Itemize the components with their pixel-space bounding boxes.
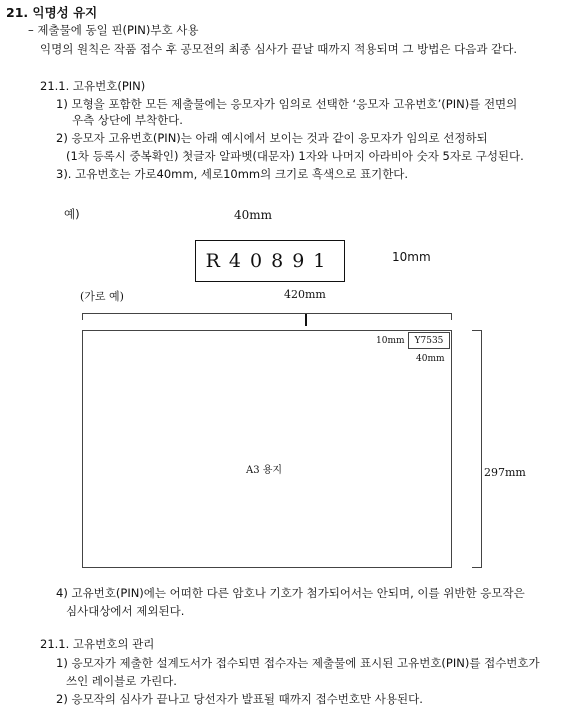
pin-example-value: R40891 [205, 250, 335, 272]
landscape-label: (가로 예) [80, 290, 124, 303]
sheet-width-label: 420mm [284, 288, 326, 301]
management-item-1-line-1: 1) 응모자가 제출한 설계도서가 접수되면 접수자는 제출물에 표시된 고유번호(PIN)를 접수번호가 [56, 656, 540, 670]
management-item-1-line-2: 쓰인 레이블로 가린다. [66, 674, 177, 688]
pin-item-2-line-1: 2) 응모자 고유번호(PIN)는 아래 예시에서 보이는 것과 같이 응모자가 임의로 선정하되 [56, 131, 488, 145]
example-label: 예) [64, 207, 80, 221]
pin-item-4-line-1: 4) 고유번호(PIN)에는 어떠한 다른 암호나 기호가 첨가되어서는 안되며, 이를 위반한 응모작은 [56, 586, 525, 600]
corner-width-label: 40mm [416, 354, 445, 364]
corner-pin-box [408, 332, 450, 349]
pin-height-label: 10mm [392, 250, 431, 264]
pin-item-1-line-2: 우측 상단에 부착한다. [72, 113, 183, 127]
sheet-height-label: 297mm [484, 466, 526, 479]
width-dimension-bracket [82, 313, 452, 320]
center-mark [305, 314, 307, 326]
pin-item-4-line-2: 심사대상에서 제외된다. [66, 604, 185, 618]
pin-item-2-line-2: (1차 등록시 중복확인) 첫글자 알파벳(대문자) 1자와 나머지 아라비아 숫자 5자로 구성된다. [66, 149, 524, 163]
pin-section-heading: 21.1. 고유번호(PIN) [40, 79, 146, 93]
corner-pin-value: Y7535 [414, 335, 444, 346]
height-dimension-bracket [472, 330, 482, 568]
pin-width-label: 40mm [234, 208, 273, 222]
section-intro: 익명의 원칙은 작품 접수 후 공모전의 최종 심사가 끝날 때까지 적용되며 그 방법은 다음과 같다. [40, 42, 517, 56]
a3-sheet [82, 330, 452, 568]
section-heading: 21. 익명성 유지 [6, 5, 98, 20]
section-subheading: – 제출물에 동일 핀(PIN)부호 사용 [28, 23, 199, 37]
pin-item-1-line-1: 1) 모형을 포함한 모든 제출물에는 응모자가 임의로 선택한 ‘응모자 고유번호’(PIN)를 전면의 [56, 97, 518, 111]
management-heading: 21.1. 고유번호의 관리 [40, 637, 155, 651]
a3-sheet-label: A3 용지 [246, 465, 283, 476]
management-item-2: 2) 응모작의 심사가 끝나고 당선자가 발표될 때까지 접수번호만 사용된다. [56, 692, 423, 706]
corner-height-label: 10mm [376, 336, 405, 346]
pin-item-3: 3). 고유번호는 가로40mm, 세로10mm의 크기로 흑색으로 표기한다. [56, 167, 409, 181]
pin-example-box [195, 240, 345, 282]
